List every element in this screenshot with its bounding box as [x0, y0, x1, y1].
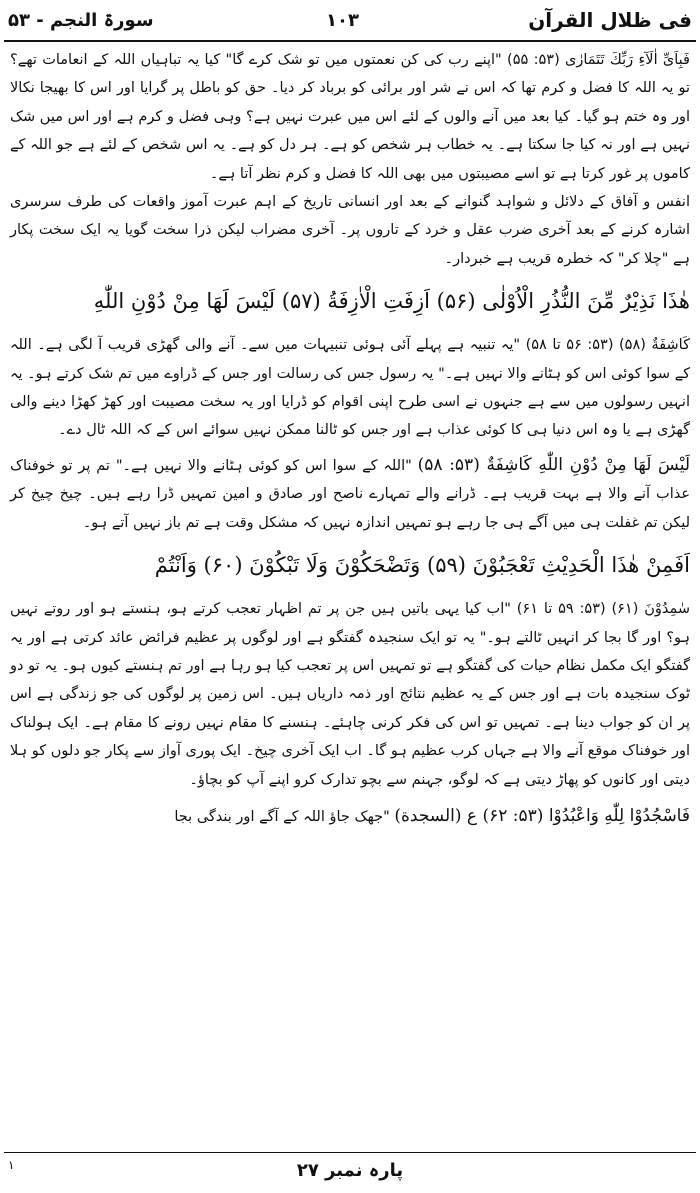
paragraph-5: سٰمِدُوْنَ (۶۱) (۵۳: ۵۹ تا ۶۱) "اب کیا یہی باتیں ہیں جن پر تم اظہار تعجب کرتے ہو، ہنستے ہو اور روتے نہیں ہو؟ اور گا بجا کر انہیں ٹالتے ہو۔" یہ تو ایک سنجیدہ گفتگو ہے اور لوگوں پر عظیم فرائض عائد کرتی ہے اور یہ گفتگو ایک مکمل نظام حیات کی گفتگو ہے تو تمہیں اس پر تعجب کیا ہو رہا ہے اور تم ہنستے کیوں ہو۔ یہ تو دو ٹوک سنجیدہ بات ہے اور جس کے یہ عظیم نتائج اور ذمہ داریاں ہیں۔ اس زمین پر لوگوں کی جو زندگی ہے اس پر ان کو جواب دینا ہے۔ تمہیں تو اس کی فکر کرنی چاہئے۔ ہنسنے کا مقام نہیں رونے کا مقام ہے۔ ایک ہولناک اور خوفناک موقع آنے والا ہے جہاں کرب عظیم ہو گا۔ اب ایک آخری چیخ۔ ایک پوری آواز سے پکار جو دلوں کو ہلا دیتی اور کانوں کو پھاڑ دیتی ہے کہ لوگو، جہنم سے بچو تدارک کرو اپنے آپ کو بچاؤ۔ — [10, 601, 691, 788]
quran-inline-verse: لَيْسَ لَهَا مِنْ دُوْنِ اللّٰهِ كَاشِفَةٌ (۵۳: ۵۸) — [417, 454, 691, 475]
paragraph-2: انفس و آفاق کے دلائل و شواہد گنوانے کے بعد اور انسانی تاریخ کے اہم عبرت آموز واقعات کی طرف سرسری اشارہ کرنے کے بعد آخری ضرب عقل و خرد کے تاروں پر۔ آخری مضراب لیکن ذرا سخت گویا یہ ایک سخت پکار ہے "چلا کر" کہ خطرہ قریب ہے خبردار۔ — [10, 194, 690, 267]
book-title: فی ظلال القرآن — [528, 8, 692, 32]
paragraph-4 — [10, 451, 690, 537]
corner-mark: ١ — [8, 1158, 15, 1172]
paragraph-6 — [10, 802, 690, 831]
page-body — [10, 46, 690, 831]
quran-verse-1: هٰذَا نَذِيْرٌ مِّنَ النُّذُرِ الْاُوْلٰى (۵۶) اَزِفَتِ الْاٰزِفَةُ (۵۷) لَيْسَ لَهَا مِنْ دُوْنِ اللّٰهِ — [93, 289, 690, 314]
quran-verse-3: فَاسْجُدُوْا لِلّٰهِ وَاعْبُدُوْا (۵۳: ۶۲) ع (السجدة) — [394, 805, 690, 826]
paragraph-3: كَاشِفَةٌ (۵۸) (۵۳: ۵۶ تا ۵۸) "یہ تنبیہ ہے پہلے آئی ہوئی تنبیہات میں سے۔ آنے والی گھڑی قریب آ لگی ہے۔ اللہ کے سوا کوئی اس کو ہٹانے والا نہیں ہے۔" یہ رسول جس کی رسالت اور جس کے ڈراوے میں تم شک کرتے ہو۔ یہ انہیں رسولوں میں سے ہے جنہوں نے اسی طرح اپنی اقوام کو ڈرایا اور یہ سخت مصیبت اور کھڑ کھڑا دینے والی گھڑی ہے یا وہ اس دنیا ہی کا کوئی عذاب ہے اور جس کو ٹالنا ممکن نہیں سوائے اس کے کہ اللہ ٹال دے۔ — [10, 337, 690, 439]
header-rule — [4, 40, 696, 42]
page-header — [8, 4, 692, 38]
verse-3-translation: "جھک جاؤ اللہ کے آگے اور بندگی بجا — [174, 808, 390, 825]
quran-verse-2: اَفَمِنْ هٰذَا الْحَدِيْثِ تَعْجَبُوْنَ (۵۹) وَتَضْحَكُوْنَ وَلَا تَبْكُوْنَ (۶۰) وَاَنْتُمْ — [154, 553, 690, 578]
surah-label: سورۃ النجم - ۵۳ — [8, 10, 154, 31]
para-number-footer: پارہ نمبر ۲۷ — [296, 1160, 404, 1181]
paragraph-1: فَبِاَیِّ اٰلَآءِ رَبِّكَ تَتَمَارٰی (۵۳: ۵۵) "اپنے رب کی کن نعمتوں میں تو شک کرے گا" کیا یہ تباہیاں اللہ کے انعامات تھے؟ تو یہ اللہ کا فضل و کرم تھا کہ اس نے شر اور برائی کو برباد کر دیا۔ حق کو باطل پر گرایا اور اس کا بھیجا نکالا اور وہ ختم ہو گیا۔ کیا بعد میں آنے والوں کے لئے اس میں عبرت نہیں ہے؟ وہی فضل و کرم ہے اور اس میں شک نہیں ہے اور نہ کیا جا سکتا ہے۔ یہ خطاب ہر شخص کو ہے۔ ہر دل کو ہے۔ یہ اس شخص کے لئے ہے جو اللہ کے کاموں پر غور کرتا ہے تو اسے مصیبتوں میں بھی اللہ کا فضل و کرم نظر آتا ہے۔ — [10, 52, 690, 182]
verse-translation: "اللہ کے سوا اس کو کوئی ہٹانے والا نہیں ہے۔" — [115, 457, 412, 474]
page-number: ۱۰۳ — [326, 10, 359, 31]
paragraph-4-text: تم پر تو خوفناک عذاب آنے والا ہے بہت قریب ہے۔ ڈرانے والے تمہارے ناصح اور صادق و امین تمہیں ڈرا رہے ہیں۔ چیخ چیخ کر لیکن تم غفلت ہی میں آگے ہی جا رہے ہو تمہیں اندازہ نہیں کہ مشکل وقت ہے تم باز نہیں آتے ہو۔ — [10, 457, 690, 531]
footer-rule — [4, 1152, 696, 1153]
